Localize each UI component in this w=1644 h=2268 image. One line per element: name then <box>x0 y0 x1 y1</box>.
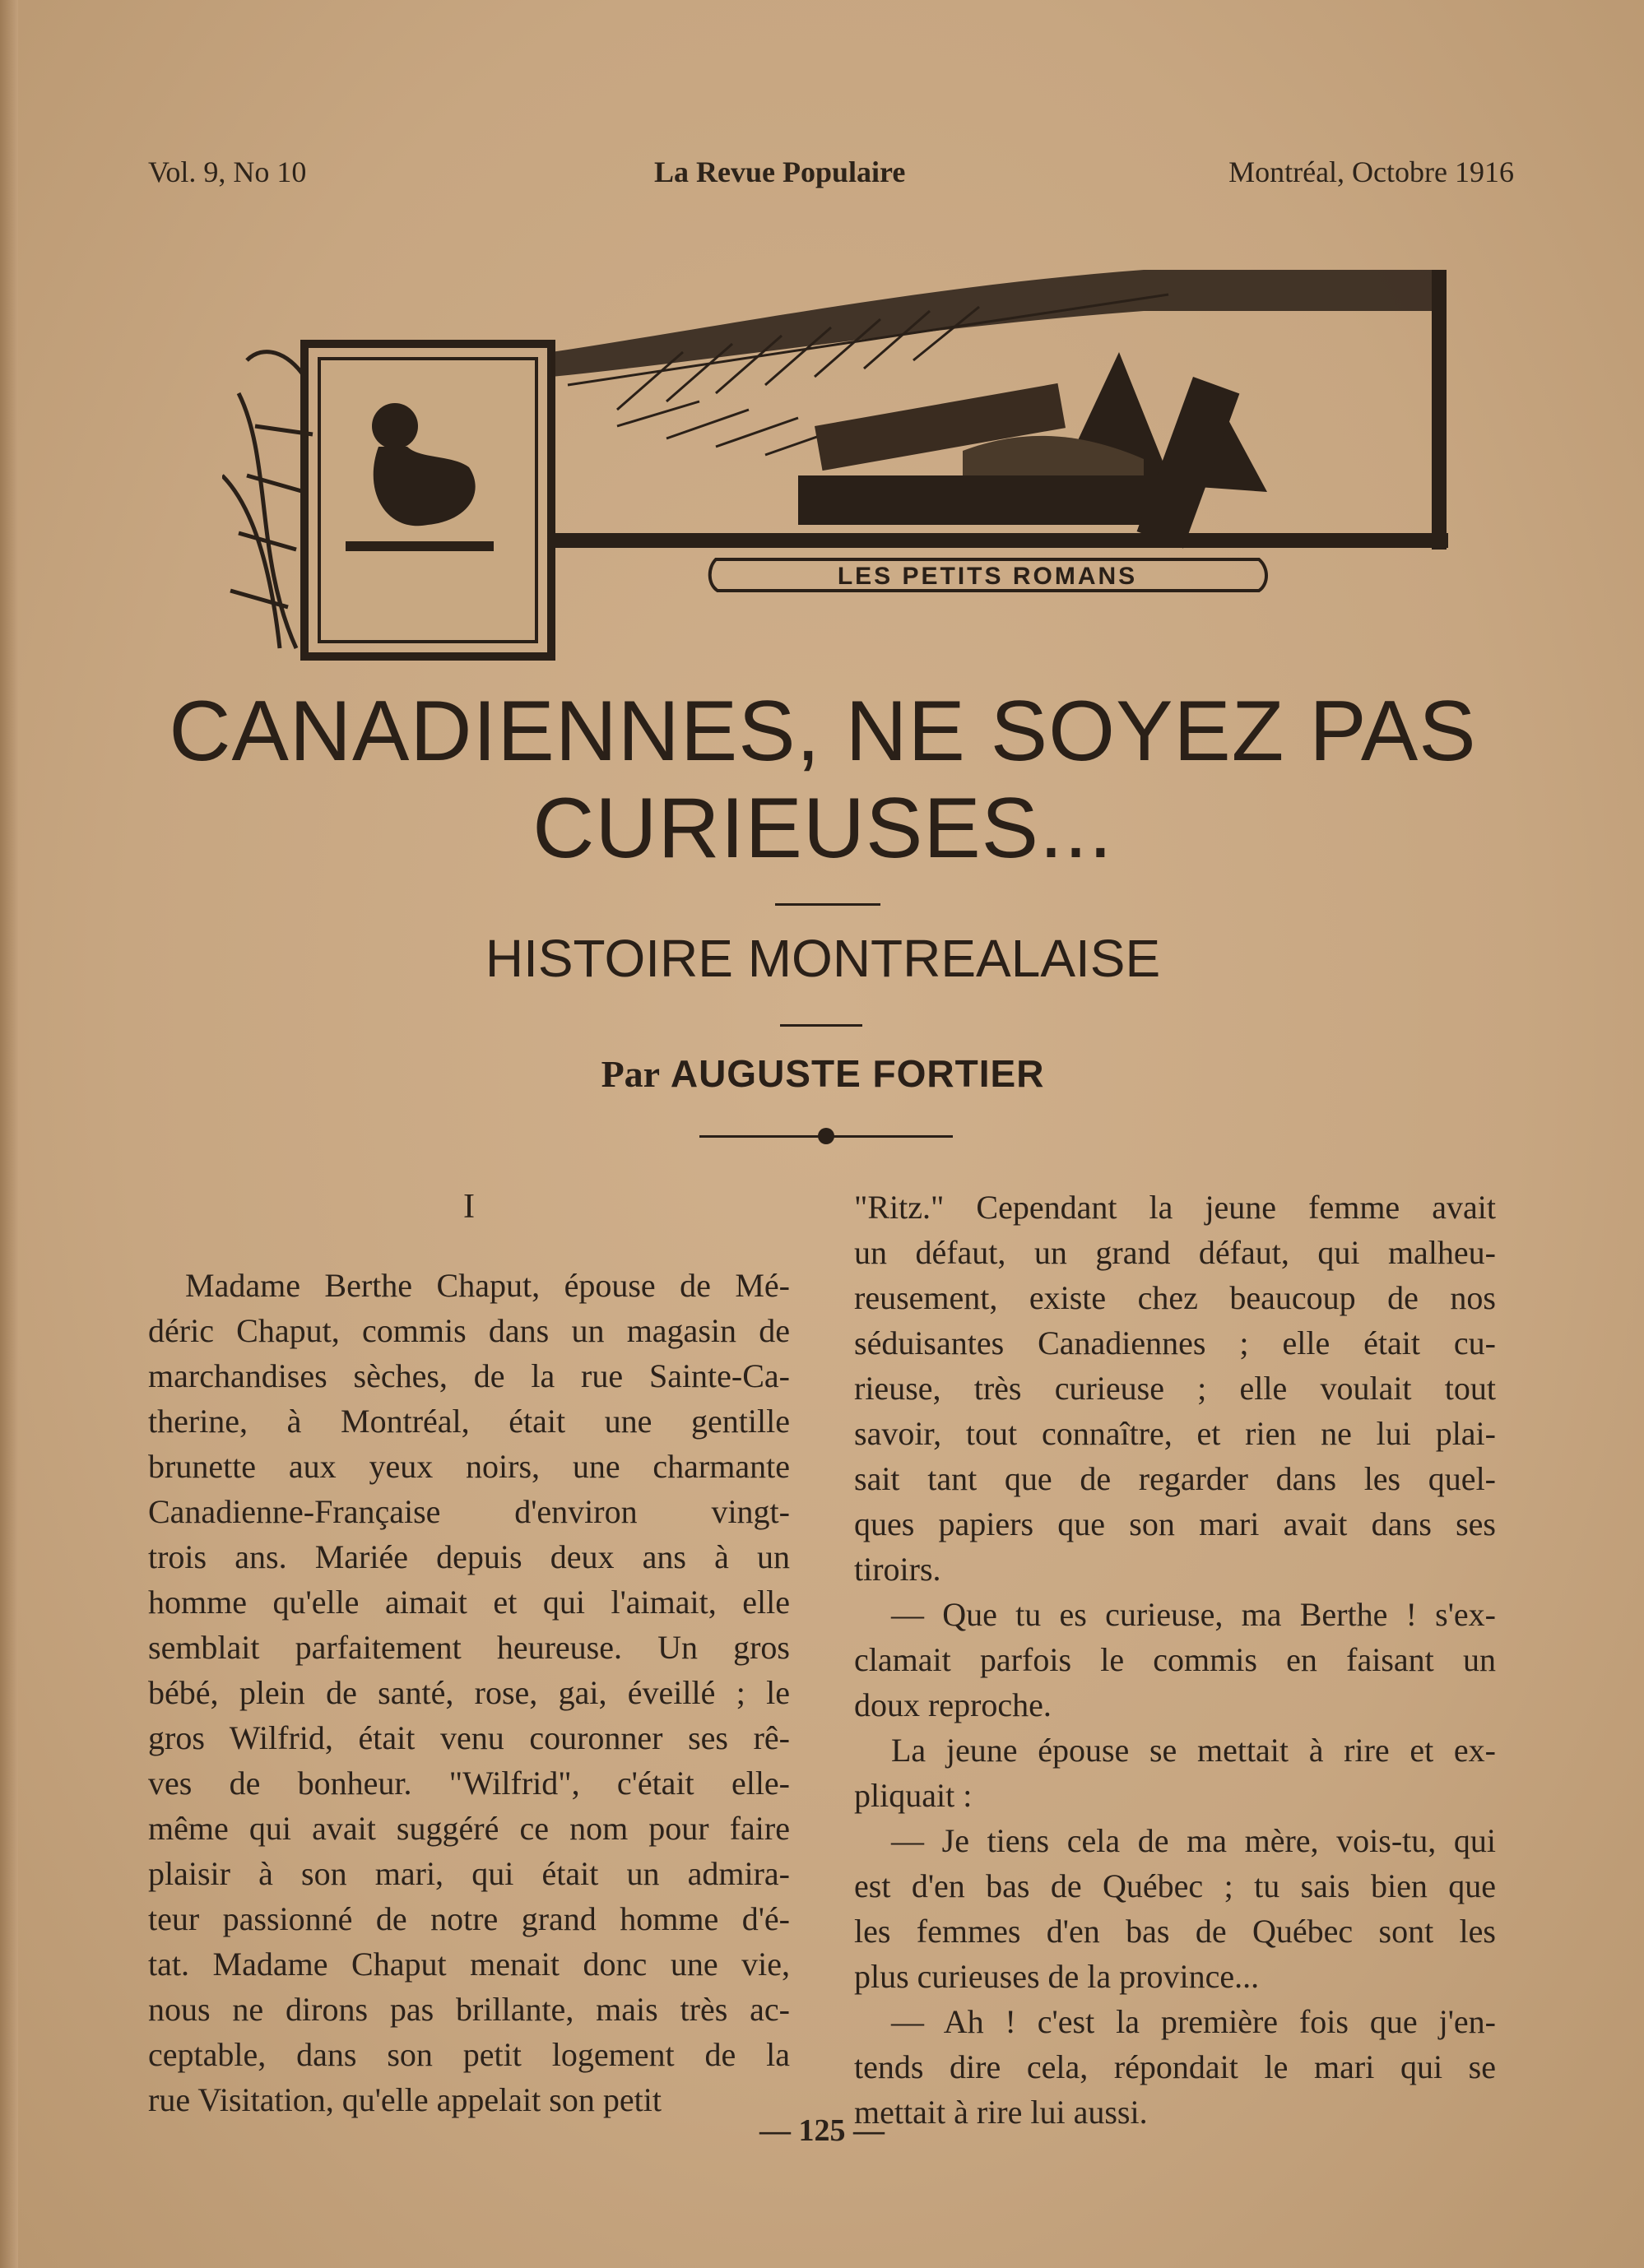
running-header <box>148 155 1514 196</box>
right-column-lines <box>854 1185 1496 2135</box>
text-line: clamait parfois le commis en faisant un <box>854 1641 1496 1678</box>
text-line: plaisir à son mari, qui était un admira- <box>148 1855 790 1892</box>
text-line: est d'en bas de Québec ; tu sais bien que <box>854 1867 1496 1904</box>
text-line: — Ah ! c'est la première fois que j'en- <box>891 2003 1496 2040</box>
place-and-date: Montréal, Octobre 1916 <box>1228 155 1514 188</box>
text-line: — Je tiens cela de ma mère, vois-tu, qui <box>891 1822 1496 1859</box>
text-line: ques papiers que son mari avait dans ses <box>854 1505 1496 1542</box>
title-divider <box>775 903 880 906</box>
publication-name: La Revue Populaire <box>654 155 906 188</box>
byline-prefix: Par <box>601 1053 661 1095</box>
article-subtitle: HISTOIRE MONTREALAISE <box>485 929 1161 988</box>
text-line: semblait parfaitement heureuse. Un gros <box>148 1629 790 1666</box>
text-line: Canadienne-Française d'environ vingt- <box>148 1493 790 1530</box>
text-line: sait tant que de regarder dans les quel- <box>854 1460 1496 1497</box>
text-line: — Que tu es curieuse, ma Berthe ! s'ex- <box>891 1596 1496 1633</box>
banner-label: LES PETITS ROMANS <box>837 563 1138 590</box>
byline-divider-ornament <box>818 1128 834 1144</box>
text-line: plus curieuses de la province... <box>854 1958 1260 1995</box>
left-column-lines <box>148 1263 790 2122</box>
text-column-left <box>148 1185 790 2122</box>
text-line: gros Wilfrid, était venu couronner ses rê- <box>148 1719 790 1756</box>
section-number: I <box>463 1188 475 1226</box>
page-number: — 125 — <box>759 2113 885 2148</box>
text-line: "Ritz." Cependant la jeune femme avait <box>854 1189 1496 1226</box>
page-binding-edge <box>0 0 18 2268</box>
title-line-1: CANADIENNES, NE SOYEZ PAS <box>169 684 1477 779</box>
text-line: La jeune épouse se mettait à rire et ex- <box>891 1732 1496 1769</box>
text-line: séduisantes Canadiennes ; elle était cu- <box>854 1324 1496 1361</box>
text-line: rue Visitation, qu'elle appelait son petit <box>148 2081 662 2118</box>
text-column-right <box>854 1185 1496 2135</box>
text-line: savoir, tout connaître, et rien ne lui plai- <box>854 1415 1496 1452</box>
title-line-2: CURIEUSES... <box>532 781 1113 876</box>
text-line: bébé, plein de santé, rose, gai, éveillé ; le <box>148 1674 790 1711</box>
text-line: mettait à rire lui aussi. <box>854 2094 1148 2131</box>
text-line: trois ans. Mariée depuis deux ans à un <box>148 1538 790 1575</box>
text-line: marchandises sèches, de la rue Sainte-Ca- <box>148 1357 790 1394</box>
text-line: teur passionné de notre grand homme d'é- <box>148 1900 790 1937</box>
article-byline <box>99 1051 1547 1096</box>
article-title <box>99 683 1547 877</box>
text-line: tat. Madame Chaput menait donc une vie, <box>148 1946 790 1983</box>
author-name: AUGUSTE FORTIER <box>670 1052 1045 1095</box>
text-line: homme qu'elle aimait et qui l'aimait, elle <box>148 1584 790 1621</box>
text-line: doux reproche. <box>854 1686 1052 1723</box>
text-line: Madame Berthe Chaput, épouse de Mé- <box>185 1267 790 1304</box>
text-line: brunette aux yeux noirs, une charmante <box>148 1448 790 1485</box>
text-line: un défaut, un grand défaut, qui malheu- <box>854 1234 1496 1271</box>
subtitle-divider <box>780 1024 862 1027</box>
text-line: tiroirs. <box>854 1551 941 1588</box>
text-line: tends dire cela, répondait le mari qui se <box>854 2048 1496 2085</box>
text-line: ceptable, dans son petit logement de la <box>148 2036 790 2073</box>
text-line: nous ne dirons pas brillante, mais très ac- <box>148 1991 790 2028</box>
text-line: même qui avait suggéré ce nom pour faire <box>148 1810 790 1847</box>
text-line: therine, à Montréal, était une gentille <box>148 1403 790 1440</box>
text-line: rieuse, très curieuse ; elle voulait tout <box>854 1370 1496 1407</box>
text-line: déric Chaput, commis dans un magasin de <box>148 1312 790 1349</box>
text-line: les femmes d'en bas de Québec sont les <box>854 1913 1496 1950</box>
text-line: pliquait : <box>854 1777 973 1814</box>
text-line: reusement, existe chez beaucoup de nos <box>854 1279 1496 1316</box>
decorative-banner-illustration <box>222 262 1465 673</box>
volume-number: Vol. 9, No 10 <box>148 155 307 188</box>
text-line: ves de bonheur. "Wilfrid", c'était elle- <box>148 1765 790 1802</box>
